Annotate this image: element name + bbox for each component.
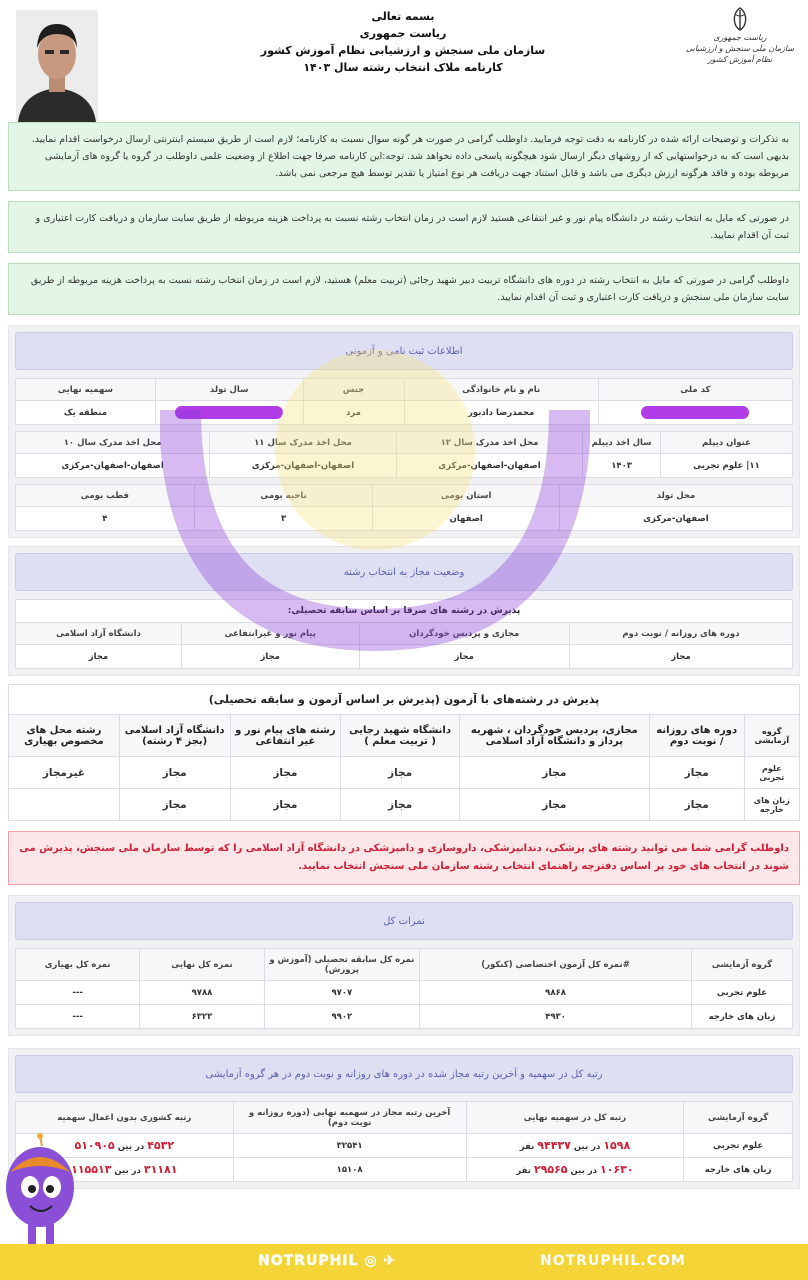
table-header: سال تولد: [155, 379, 303, 401]
table-header-row: [16, 432, 793, 454]
table-header: گروه آزمایشی: [684, 1102, 793, 1134]
table-header: نمره کل نهایی: [140, 949, 264, 981]
emblem-icon: [729, 6, 751, 32]
table-cell: [466, 1158, 684, 1182]
table-header: رتبه کشوری بدون اعمال سهمیه: [16, 1102, 234, 1134]
table-row: [16, 981, 793, 1005]
table-header: کد ملی: [598, 379, 792, 401]
rank-value: ۱۵۹۸: [603, 1139, 631, 1152]
country-rank: ۴۵۳۲: [147, 1139, 175, 1152]
full-name: محمدرضا دادبور: [404, 401, 598, 425]
table-header: آخرین رتبه مجاز در سهمیه نهایی (دوره روزانه و نوبت دوم): [233, 1102, 466, 1134]
telegram-icon: ✈: [383, 1253, 397, 1269]
country-rank: ۳۱۱۸۱: [143, 1163, 178, 1176]
table-cell: مجاز: [341, 789, 460, 821]
table-cell: ۱۱| علوم تجربی: [660, 454, 792, 478]
table-cell: ۹۷۸۸: [140, 981, 264, 1005]
table-cell: ۹۹۰۲: [264, 1005, 419, 1029]
table-header-row: [16, 949, 793, 981]
table-row: [16, 454, 793, 478]
table-header-row: [16, 623, 793, 645]
scores-table: [15, 948, 793, 1029]
table-cell: مجاز: [119, 789, 230, 821]
country-total: ۱۱۵۵۱۳: [71, 1163, 112, 1176]
table-header: #نمره کل آزمون اختصاصی (کنکور): [420, 949, 692, 981]
table-header: گروه آزمایشی: [744, 715, 799, 757]
table-cell: مجاز: [181, 645, 359, 669]
header-title-block: [208, 8, 598, 76]
organization-logo: [680, 6, 800, 65]
logo-bottom-text: سازمان ملی سنجش و ارزشیابی نظام آموزش کشور: [685, 44, 795, 64]
medical-fields-note: داوطلب گرامی شما می توانید رشته های پزشکی، دندانپزشکی، داروسازی و دامپزشکی در دانشگاه آزاد اسلامی را که توسط سازمان ملی سنجش، پذیرش می شوند در انتخاب های خود بر اساس دفترچه راهنمای انتخاب رشته سازمان ملی سنجش انتخاب نمایید.: [8, 831, 800, 885]
table-cell: مجاز: [341, 757, 460, 789]
footer-website[interactable]: NOTRUPHIL.COM: [540, 1253, 686, 1269]
table-cell: غیرمجاز: [9, 757, 120, 789]
table-header: دوره های روزانه / نوبت دوم: [649, 715, 744, 757]
table-cell: زبان های خارجه: [684, 1158, 793, 1182]
table-cell: مجاز: [359, 645, 569, 669]
header-line-1: بسمه تعالی: [371, 10, 435, 23]
table-header: دانشگاه شهید رجایی ( تربیت معلم ): [341, 715, 460, 757]
header: [8, 0, 800, 122]
table-row: [9, 789, 800, 821]
table-cell: مجاز: [649, 789, 744, 821]
table-cell: مجاز: [16, 645, 182, 669]
table-header: رشته های پیام نور و غیر انتفاعی: [230, 715, 341, 757]
student-photo: [16, 10, 98, 122]
redaction-bar: [175, 406, 283, 419]
table-cell: مجاز: [569, 645, 792, 669]
table-row: [16, 1005, 793, 1029]
table-header: دوره های روزانه / نوبت دوم: [569, 623, 792, 645]
status-table: [15, 622, 793, 669]
table-header: گروه آزمایشی: [692, 949, 793, 981]
table-header: مجازی و پردیس خودگردان: [359, 623, 569, 645]
table-header: رتبه کل در سهمیه نهایی: [466, 1102, 684, 1134]
table-header: نمره کل بهیاری: [16, 949, 140, 981]
table-cell: اصفهان: [373, 507, 559, 531]
table-header: محل اخذ مدرک سال ۱۰: [16, 432, 210, 454]
rank-total: ۹۴۴۳۷: [537, 1139, 571, 1152]
table-cell: زبان های خارجه: [692, 1005, 793, 1029]
table-cell: ۳: [194, 507, 373, 531]
table-header: ناحیه بومی: [194, 485, 373, 507]
registration-title: اطلاعات ثبت نامی و آزمونی: [15, 332, 793, 370]
rank-value: ۱۰۶۳۰: [599, 1163, 634, 1176]
table-cell: ۹۸۶۸: [420, 981, 692, 1005]
footer-handle-text: NOTRUPHIL: [258, 1253, 359, 1269]
table-cell: ---: [16, 981, 140, 1005]
between-label: در بین: [573, 1142, 601, 1152]
table-row: [9, 757, 800, 789]
table-cell: مجاز: [230, 789, 341, 821]
table-cell: مجاز: [119, 757, 230, 789]
ranks-title: رتبه کل در سهمیه و آخرین رتبه مجاز شده در دوره های روزانه و نوبت دوم در هر گروه آزمایشی: [15, 1055, 793, 1093]
table-row: [16, 1134, 793, 1158]
table-header-row: [16, 379, 793, 401]
table-row: [16, 507, 793, 531]
header-line-3: سازمان ملی سنجش و ارزشیابی نظام آموزش کشور: [260, 44, 546, 57]
table-cell: [466, 1134, 684, 1158]
table-cell: ۴: [16, 507, 195, 531]
admission-table: [8, 714, 800, 821]
ranks-table: [15, 1101, 793, 1182]
people-label: نفر: [519, 1142, 535, 1152]
scores-title: نمرات کل: [15, 902, 793, 940]
country-total: ۵۱۰۹۰۵: [74, 1139, 115, 1152]
table-cell: مجاز: [649, 757, 744, 789]
table-row: [16, 645, 793, 669]
table-cell: اصفهان-مرکزی: [559, 507, 792, 531]
scores-section: [8, 895, 800, 1036]
admission-title: پذیرش در رشته‌های با آزمون (پذیرش بر اساس آزمون و سابقه تحصیلی): [8, 684, 800, 714]
table-header: محل اخذ مدرک سال ۱۲: [396, 432, 582, 454]
header-line-4: کارنامه ملاک انتخاب رشته سال ۱۴۰۳: [303, 61, 503, 74]
table-header: سال اخذ دیپلم: [583, 432, 661, 454]
report-card: [8, 0, 800, 1280]
between-label: در بین: [117, 1142, 145, 1152]
table-header-row: [16, 1102, 793, 1134]
table-row: [16, 1158, 793, 1182]
table-cell: اصفهان-اصفهان-مرکزی: [210, 454, 396, 478]
table-header-row: [16, 485, 793, 507]
table-cell: ۱۴۰۳: [583, 454, 661, 478]
table-header: استان بومی: [373, 485, 559, 507]
gender: مرد: [303, 401, 404, 425]
between-label: در بین: [570, 1166, 598, 1176]
redaction-bar: [641, 406, 749, 419]
table-cell: مجاز: [459, 757, 649, 789]
footer-handle: [258, 1253, 396, 1269]
table-header-row: [9, 715, 800, 757]
table-header: عنوان دیپلم: [660, 432, 792, 454]
registration-table-2: [15, 431, 793, 478]
table-header: دانشگاه آزاد اسلامی: [16, 623, 182, 645]
table-cell: ۹۷۰۷: [264, 981, 419, 1005]
header-line-2: ریاست جمهوری: [359, 27, 447, 40]
registration-table-3: [15, 484, 793, 531]
people-label: نفر: [516, 1166, 531, 1176]
status-section: [8, 546, 800, 676]
rank-total: ۲۹۵۶۵: [533, 1163, 568, 1176]
table-cell: ۶۳۲۳: [140, 1005, 264, 1029]
table-header: سهمیه نهایی: [16, 379, 156, 401]
table-cell: ۱۵۱۰۸: [233, 1158, 466, 1182]
table-cell: مجاز: [459, 789, 649, 821]
national-code-redacted: [598, 401, 792, 425]
status-title: وضعیت مجاز به انتخاب رشته: [15, 553, 793, 591]
table-header: مجازی، پردیس خودگردان ، شهریه پرداز و دانشگاه آزاد اسلامی: [459, 715, 649, 757]
between-label: در بین: [114, 1166, 141, 1176]
table-header: رشته محل های مخصوص بهیاری: [9, 715, 120, 757]
birth-year-redacted: [155, 401, 303, 425]
table-cell: [9, 789, 120, 821]
admission-section: [8, 684, 800, 821]
table-cell: اصفهان-اصفهان-مرکزی: [396, 454, 582, 478]
notice-payam-noor: در صورتی که مایل به انتخاب رشته در دانشگاه پیام نور و غیر انتفاعی هستید لازم است در زمان انتخاب رشته نسبت به پرداخت هزینه مربوطه از طریق سایت سازمان و دریافت کارت اعتباری و ثبت آن اقدام نمایید.: [8, 201, 800, 253]
table-header: دانشگاه آزاد اسلامی (بجز ۴ رشته): [119, 715, 230, 757]
table-cell: ۳۲۵۴۱: [233, 1134, 466, 1158]
ranks-section: [8, 1048, 800, 1189]
status-subtitle: پذیرش در رشته های صرفا بر اساس سابقه تحصیلی:: [15, 599, 793, 622]
table-header: پیام نور و غیرانتفاعی: [181, 623, 359, 645]
table-cell: زبان های خارجه: [744, 789, 799, 821]
logo-top-text: ریاست جمهوری: [713, 33, 767, 42]
table-cell: علوم تجربی: [744, 757, 799, 789]
table-header: نمره کل سابقه تحصیلی (آموزش و پرورش): [264, 949, 419, 981]
instagram-icon: ◎: [364, 1253, 378, 1269]
table-cell: علوم تجربی: [684, 1134, 793, 1158]
table-cell: اصفهان-اصفهان-مرکزی: [16, 454, 210, 478]
table-header: جنس: [303, 379, 404, 401]
registration-section: [8, 325, 800, 538]
table-cell: ---: [16, 1005, 140, 1029]
table-row: [16, 401, 793, 425]
table-cell: مجاز: [230, 757, 341, 789]
registration-table-1: [15, 378, 793, 425]
final-quota: منطقه یک: [16, 401, 156, 425]
table-header: محل اخذ مدرک سال ۱۱: [210, 432, 396, 454]
table-cell: ۴۹۳۰: [420, 1005, 692, 1029]
table-header: نام و نام خانوادگی: [404, 379, 598, 401]
table-header: محل تولد: [559, 485, 792, 507]
notice-general: به تذکرات و توضیحات ارائه شده در کارنامه به دقت توجه فرمایید. داوطلب گرامی در صورت هر گونه سوال نسبت به کارنامه؛ لازم است از طریق سیستم اینترنتی ارسال درخواست اقدام نمایید. بدیهی است که به درخواستهایی که از روشهای دیگر ارسال شود هیچگونه پاسخی داده نخواهد شد. توجه:این کارنامه صرفا جهت اطلاع از وضعیت علمی داوطلب در گروه یا گروه های آزمایشی مربوطه بوده و فاقد هرگونه ارزش دیگری می باشد و قابل استناد جهت دریافت هر نوع امتیاز یا تقدیر توسط هیچ مرجعی نمی باشد.: [8, 122, 800, 191]
table-cell: علوم تجربی: [692, 981, 793, 1005]
notice-rajaee: داوطلب گرامی در صورتی که مایل به انتخاب رشته در دوره های دانشگاه تربیت دبیر شهید رجائی (تربیت معلم) هستید، لازم است در زمان انتخاب رشته نسبت به پرداخت هزینه مربوطه از طریق سایت سازمان ملی سنجش و دریافت کارت اعتباری و ثبت آن اقدام نمایید.: [8, 263, 800, 315]
table-header: قطب بومی: [16, 485, 195, 507]
footer-banner: [0, 1244, 808, 1280]
